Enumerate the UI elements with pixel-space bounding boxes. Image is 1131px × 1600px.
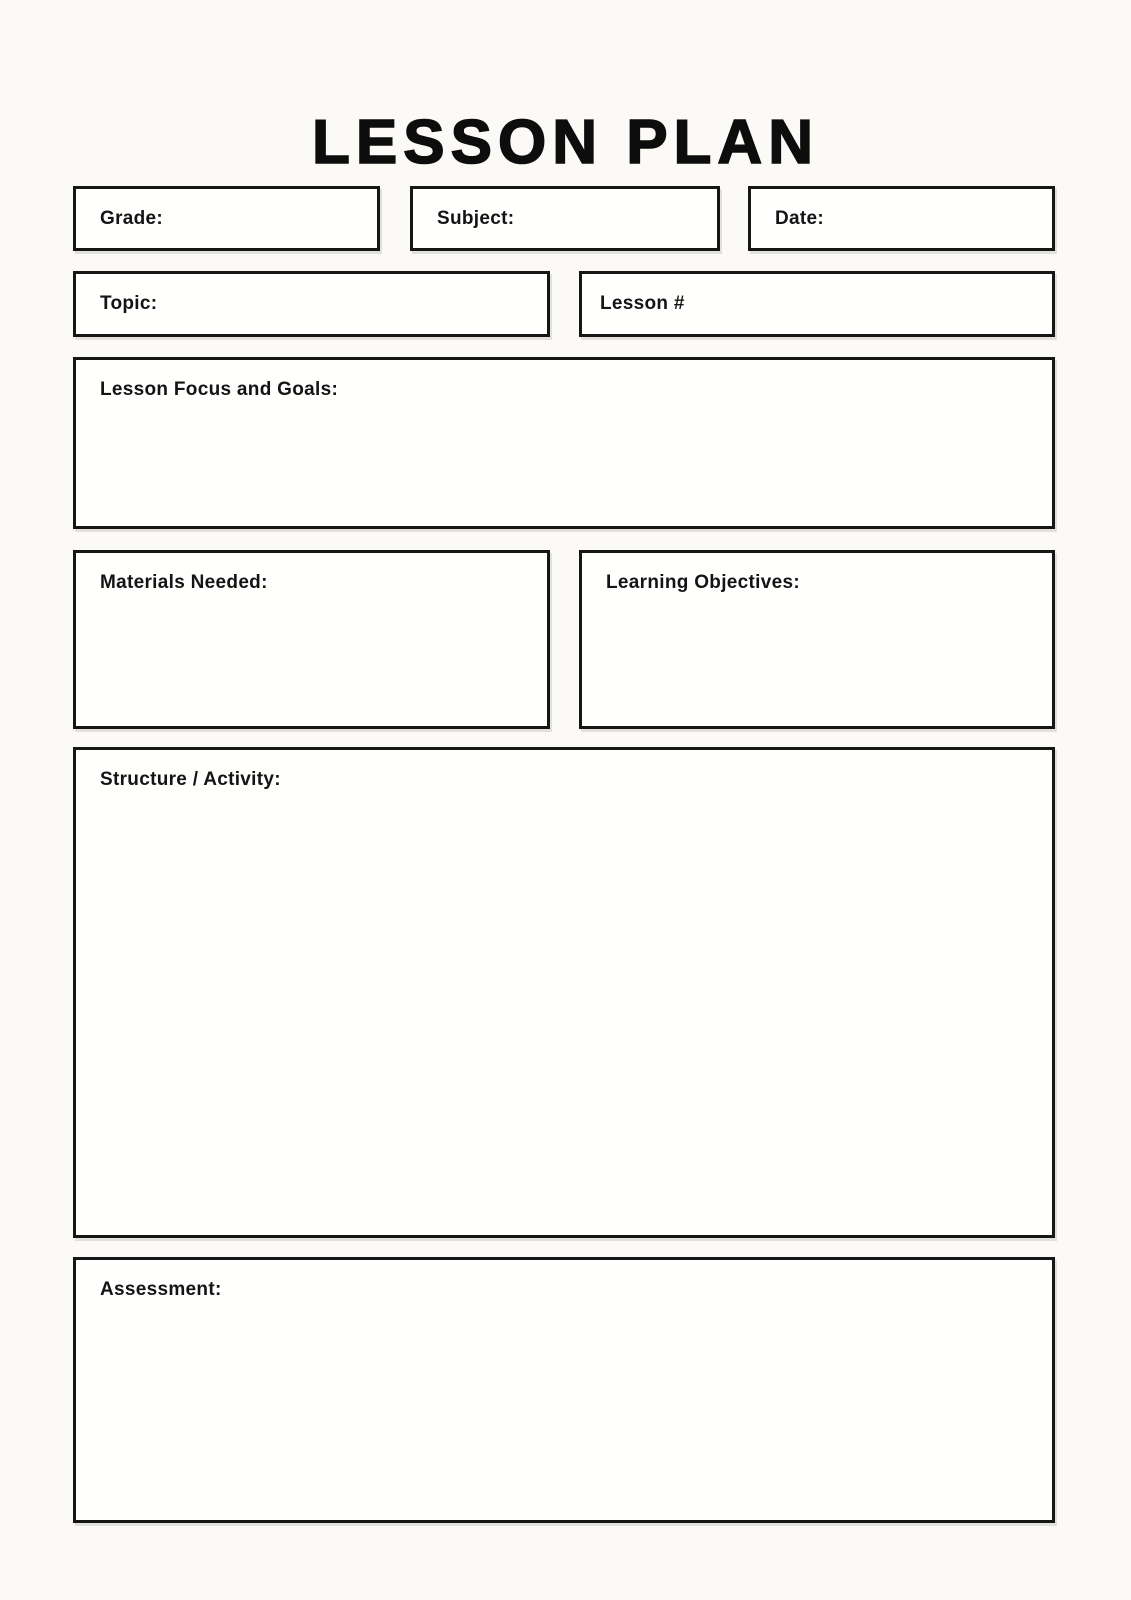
- topic-field[interactable]: [73, 271, 550, 337]
- structure-activity-field[interactable]: [73, 747, 1055, 1238]
- grade-field[interactable]: [73, 186, 380, 251]
- lesson-number-label: Lesson #: [600, 293, 685, 314]
- subject-label: Subject:: [437, 207, 515, 229]
- learning-objectives-field[interactable]: [579, 550, 1055, 729]
- topic-label: Topic:: [100, 293, 158, 314]
- structure-activity-label: Structure / Activity:: [100, 769, 281, 790]
- lesson-focus-goals-field[interactable]: [73, 357, 1055, 529]
- grade-label: Grade:: [100, 207, 164, 229]
- lesson-focus-goals-label: Lesson Focus and Goals:: [100, 379, 339, 400]
- date-label: Date:: [775, 207, 825, 229]
- materials-needed-label: Materials Needed:: [100, 572, 268, 593]
- lesson-number-field[interactable]: [579, 271, 1055, 337]
- page-title: LESSON PLAN: [312, 107, 819, 177]
- subject-field[interactable]: [410, 186, 720, 251]
- materials-needed-field[interactable]: [73, 550, 550, 729]
- date-field[interactable]: [748, 186, 1055, 251]
- learning-objectives-label: Learning Objectives:: [606, 572, 800, 593]
- assessment-field[interactable]: [73, 1257, 1055, 1523]
- assessment-label: Assessment:: [100, 1279, 222, 1300]
